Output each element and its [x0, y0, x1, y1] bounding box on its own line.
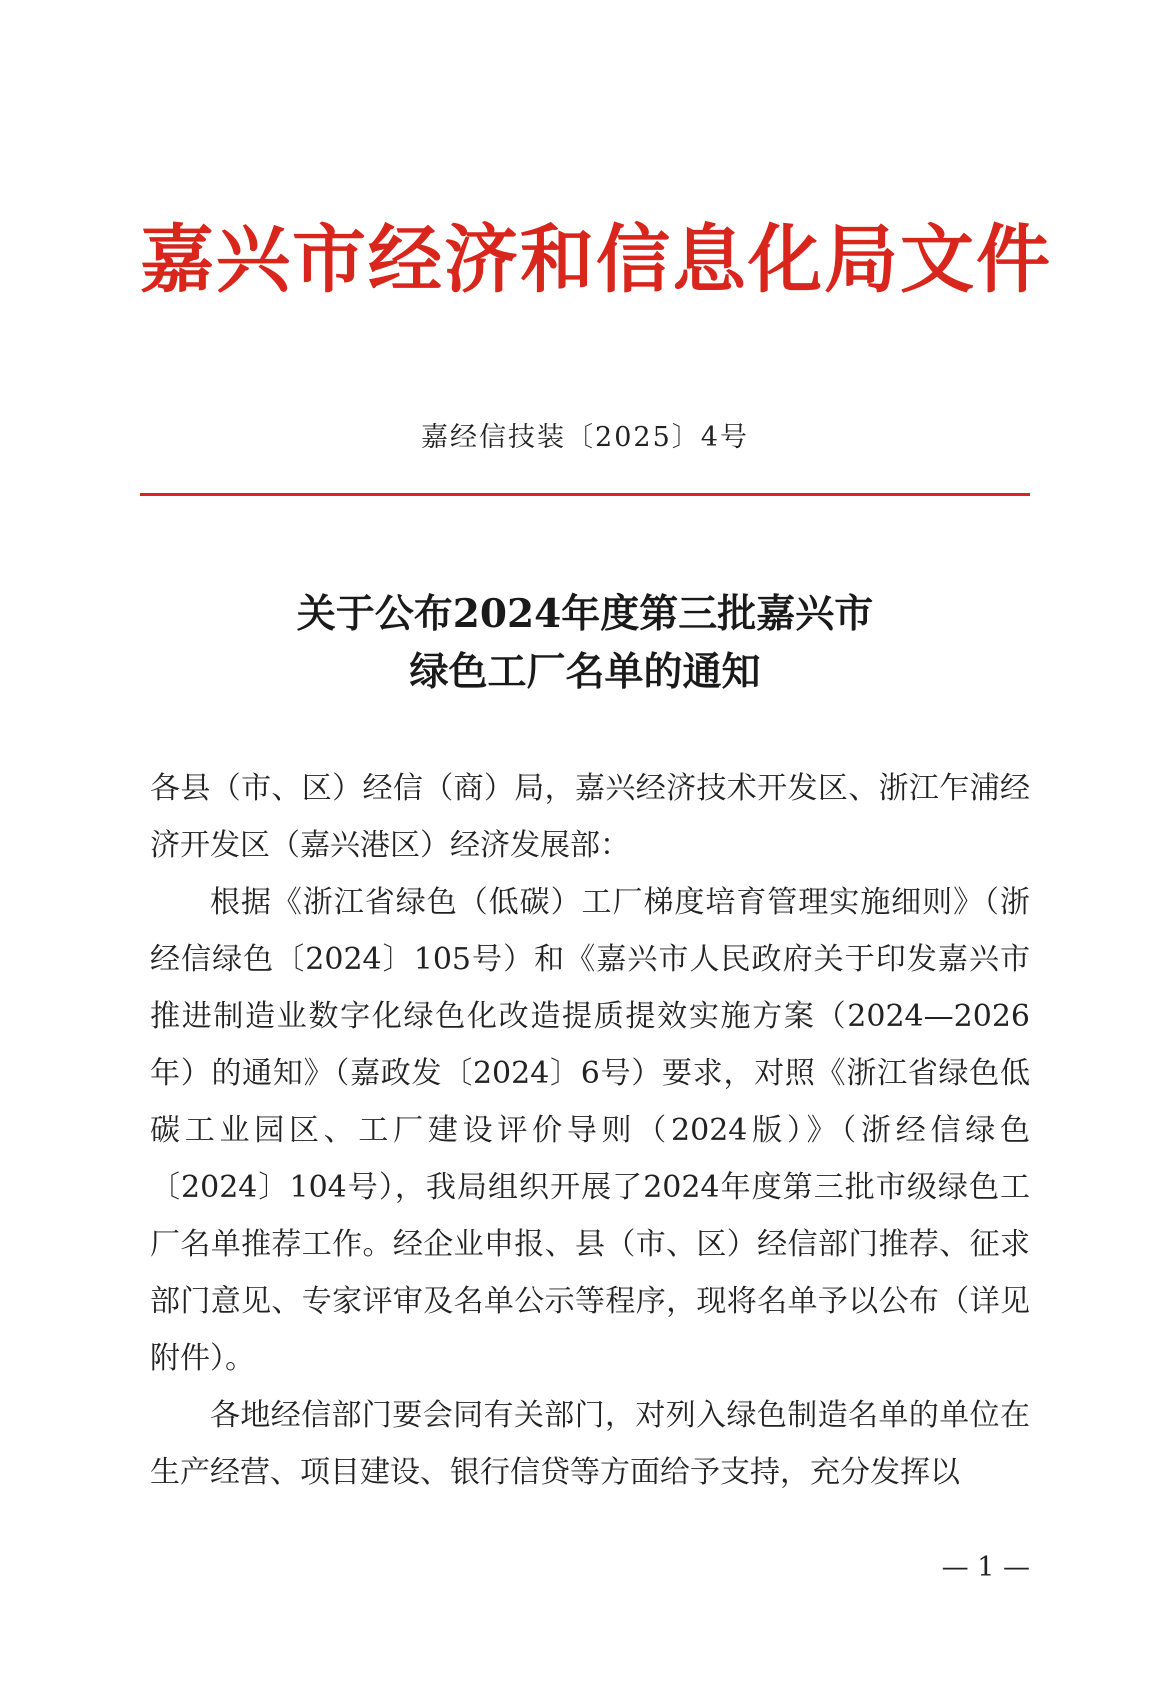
notice-title-line-1: 关于公布2024年度第三批嘉兴市	[296, 591, 874, 637]
body-paragraph-1: 根据《浙江省绿色（低碳）工厂梯度培育管理实施细则》（浙经信绿色〔2024〕105号）和《嘉兴市人民政府关于印发嘉兴市推进制造业数字化绿色化改造提质提效实施方案（2024—2026年）的通知》（嘉政发〔2024〕6号）要求，对照《浙江省绿色低碳工业园区、工厂建设评价导则（2024版）》（浙经信绿色〔2024〕104号），我局组织开展了2024年度第三批市级绿色工厂名单推荐工作。经企业申报、县（市、区）经信部门推荐、征求部门意见、专家评审及名单公示等程序，现将名单予以公布（详见附件）。	[150, 885, 1030, 1376]
body-paragraph-2: 各地经信部门要会同有关部门，对列入绿色制造名单的单位在生产经营、项目建设、银行信贷等方面给予支持，充分发挥以	[150, 1398, 1030, 1490]
page-number: — 1 —	[941, 1552, 1030, 1583]
notice-title-line-2: 绿色工厂名单的通知	[409, 649, 761, 695]
document-header-title: 嘉兴市经济和信息化局文件	[140, 217, 1052, 303]
salutation: 各县（市、区）经信（商）局，嘉兴经济技术开发区、浙江乍浦经济开发区（嘉兴港区）经济发展部：	[150, 771, 1030, 863]
document-body	[150, 760, 1030, 1501]
notice-title	[140, 585, 1030, 701]
header-divider	[140, 493, 1030, 496]
document-number: 嘉经信技装〔2025〕4号	[421, 422, 749, 453]
